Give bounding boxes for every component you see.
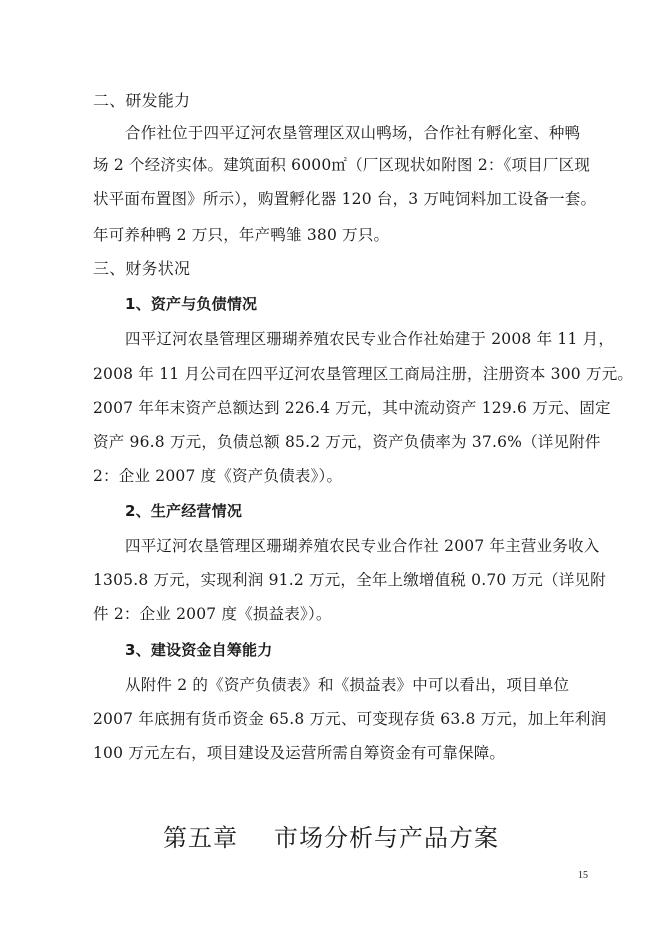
paragraph-line: 资产 96.8 万元，负债总额 85.2 万元，资产负债率为 37.6%（详见附件 <box>93 433 601 451</box>
paragraph-line: 2007 年底拥有货币资金 65.8 万元、可变现存货 63.8 万元，加上年利润 <box>93 710 607 728</box>
paragraph-line: 年可养种鸭 2 万只，年产鸭雏 380 万只。 <box>93 226 390 244</box>
paragraph-line: 从附件 2 的《资产负债表》和《损益表》中可以看出，项目单位 <box>125 676 570 694</box>
chapter-heading <box>0 818 662 853</box>
paragraph-line: 状平面布置图》所示），购置孵化器 120 台，3 万吨饲料加工设备一套。 <box>93 190 597 208</box>
paragraph-line: 2008 年 11 月公司在四平辽河农垦管理区工商局注册，注册资本 300 万元。 <box>93 365 634 383</box>
paragraph-line: 四平辽河农垦管理区珊瑚养殖农民专业合作社 2007 年主营业务收入 <box>125 537 600 555</box>
section-heading-finance: 三、财务状况 <box>93 259 191 278</box>
page-number: 15 <box>578 870 588 881</box>
paragraph-line: 100 万元左右，项目建设及运营所需自筹资金有可靠保障。 <box>93 744 506 762</box>
chapter-title: 市场分析与产品方案 <box>274 824 499 852</box>
paragraph-line: 场 2 个经济实体。建筑面积 6000㎡（厂区现状如附图 2：《项目厂区现 <box>93 156 591 174</box>
section-heading-rd: 二、研发能力 <box>93 91 191 110</box>
subsection-heading-operations: 2、生产经营情况 <box>125 502 243 520</box>
paragraph-line: 1305.8 万元，实现利润 91.2 万元，全年上缴增值税 0.70 万元（详见附 <box>93 571 606 589</box>
chapter-number: 第五章 <box>163 824 238 852</box>
paragraph-line: 2：企业 2007 度《资产负债表》）。 <box>93 467 343 485</box>
paragraph-line: 件 2：企业 2007 度《损益表》）。 <box>93 605 332 623</box>
subsection-heading-assets: 1、资产与负债情况 <box>125 295 258 313</box>
paragraph-line: 合作社位于四平辽河农垦管理区双山鸭场，合作社有孵化室、种鸭 <box>125 124 581 142</box>
paragraph-line: 四平辽河农垦管理区珊瑚养殖农民专业合作社始建于 2008 年 11 月， <box>125 330 615 348</box>
subsection-heading-funding: 3、建设资金自筹能力 <box>125 641 273 659</box>
paragraph-line: 2007 年年末资产总额达到 226.4 万元，其中流动资产 129.6 万元、固定 <box>93 399 611 417</box>
